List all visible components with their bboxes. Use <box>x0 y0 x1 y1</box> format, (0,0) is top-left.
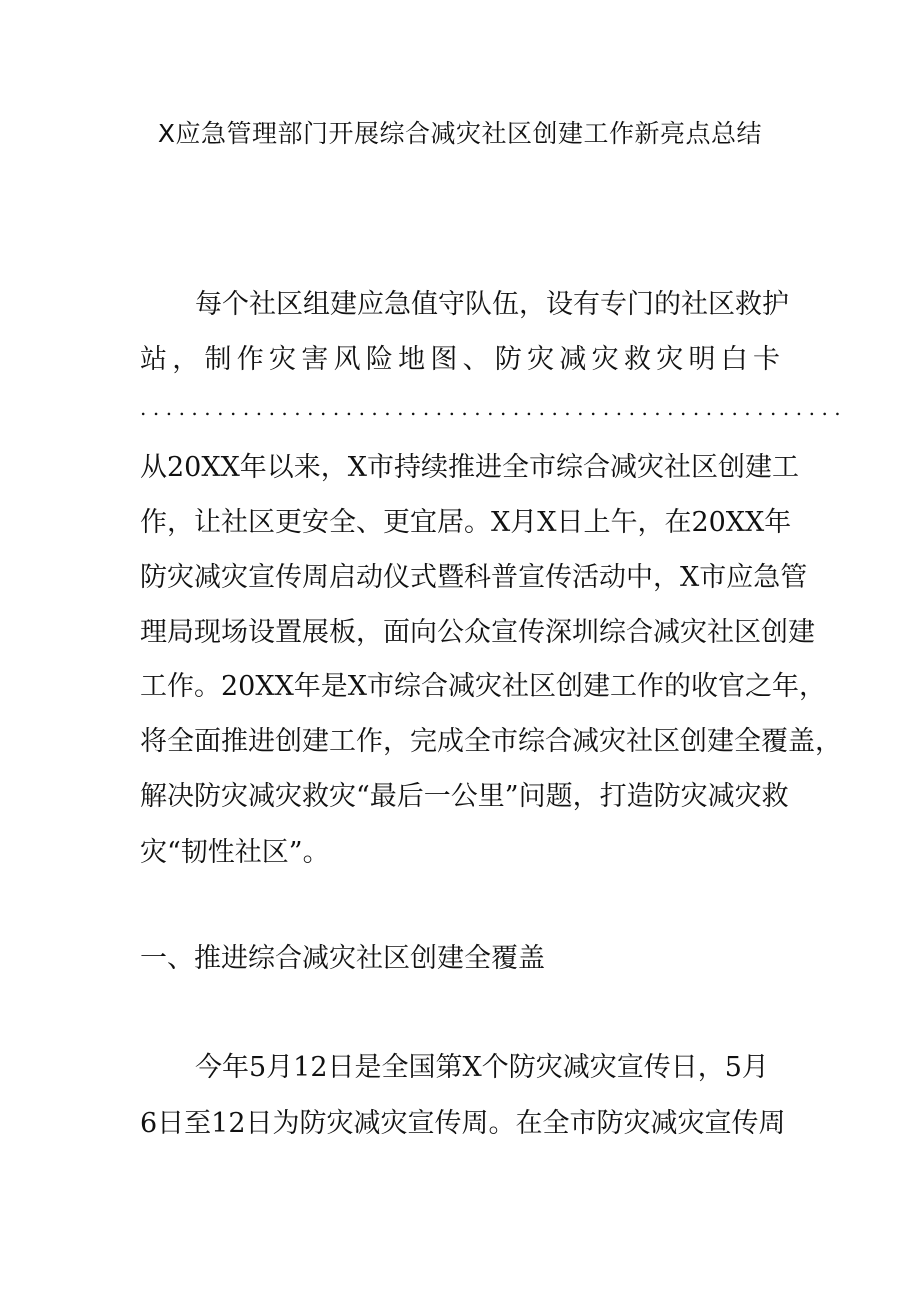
para1-line-1: 从20XX年以来，X市持续推进全市综合减灾社区创建工 <box>140 452 800 483</box>
para1-line-2: 作，让社区更安全、更宜居。X月X日上午，在20XX年 <box>140 507 792 538</box>
section-heading-1: 一、推进综合减灾社区创建全覆盖 <box>140 943 545 974</box>
para1-line-4: 理局现场设置展板，面向公众宣传深圳综合减灾社区创建 <box>140 617 815 648</box>
para1-line-3: 防灾减灾宣传周启动仪式暨科普宣传活动中，X市应急管 <box>140 562 808 593</box>
para1-line-7: 解决防灾减灾救灾“最后一公里”问题，打造防灾减灾救 <box>140 781 789 812</box>
intro-line-1: 每个社区组建应急值守队伍，设有专门的社区救护 <box>195 289 789 320</box>
para2-line-1: 今年5月12日是全国第X个防灾减灾宣传日，5月 <box>195 1052 769 1083</box>
intro-dot-leader: ....................................................... <box>140 396 848 420</box>
document-title: X应急管理部门开展综合减灾社区创建工作新亮点总结 <box>157 119 763 148</box>
para1-line-8: 灾“韧性社区”。 <box>140 837 330 868</box>
para1-line-6: 将全面推进创建工作，完成全市综合减灾社区创建全覆盖， <box>140 726 842 757</box>
para1-line-5: 工作。20XX年是X市综合减灾社区创建工作的收官之年， <box>140 671 827 702</box>
intro-line-2: 站，制作灾害风险地图、防灾减灾救灾明白卡 <box>140 344 780 375</box>
para2-line-2: 6日至12日为防灾减灾宣传周。在全市防灾减灾宣传周 <box>140 1108 786 1139</box>
